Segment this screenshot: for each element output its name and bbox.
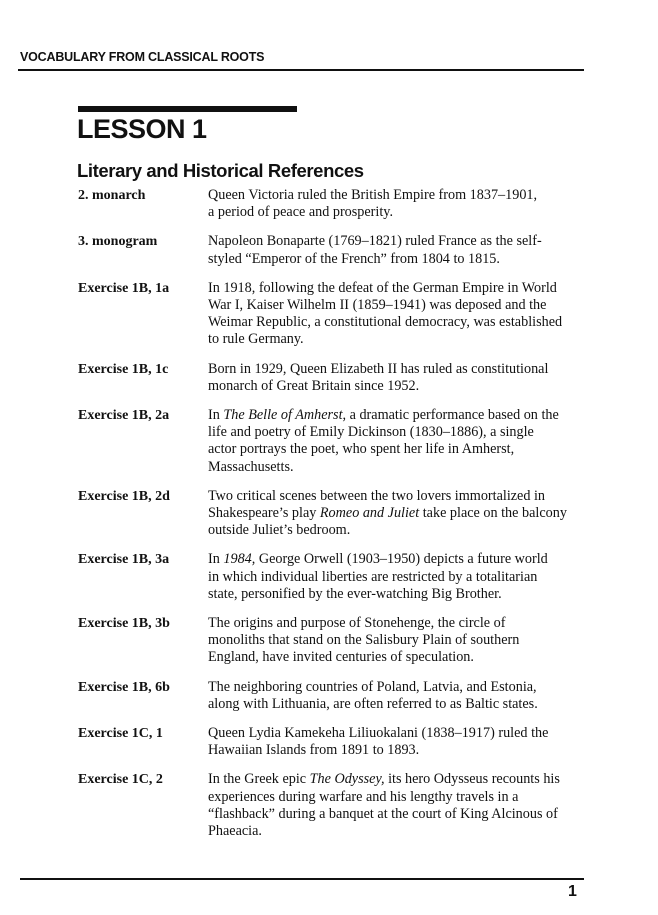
entry-line: The origins and purpose of Stonehenge, the circle of xyxy=(208,615,506,632)
reference-entry xyxy=(78,407,598,476)
entry-text-run: George Orwell (1903–1950) depicts a future world xyxy=(255,551,548,568)
reference-list xyxy=(78,187,598,852)
entry-line: styled “Emperor of the French” from 1804 to 1815. xyxy=(208,250,500,267)
entry-line: Two critical scenes between the two lovers immortalized in xyxy=(208,487,546,504)
entry-text-run: In the Greek epic xyxy=(208,771,310,788)
footer-rule xyxy=(20,878,584,880)
entry-term: Exercise 1B, 2d xyxy=(78,488,170,504)
page-number: 1 xyxy=(568,883,577,900)
entry-term: 2. monarch xyxy=(78,188,146,203)
work-title: The Odyssey, xyxy=(309,771,385,788)
entry-line xyxy=(208,505,598,522)
entry-term: Exercise 1C, 1 xyxy=(78,726,163,742)
reference-entry xyxy=(78,187,598,221)
entry-line: Queen Lydia Kamekeha Liliuokalani (1838–1917) ruled the xyxy=(208,725,549,742)
running-head: VOCABULARY FROM CLASSICAL ROOTS xyxy=(20,50,265,64)
entry-line: Hawaiian Islands from 1891 to 1893. xyxy=(208,742,420,759)
entry-line: The neighboring countries of Poland, Latvia, and Estonia, xyxy=(208,678,537,695)
lesson-title: LESSON 1 xyxy=(77,114,207,144)
entry-line: Napoleon Bonaparte (1769–1821) ruled France as the self- xyxy=(208,233,542,250)
entry-line: to rule Germany. xyxy=(208,331,304,348)
entry-text-run: In xyxy=(208,551,224,568)
entry-term: Exercise 1B, 3b xyxy=(78,616,170,632)
entry-line: England, have invited centuries of speculation. xyxy=(208,649,474,666)
entry-line: experiences during warfare and his lengthy travels in a xyxy=(208,788,519,805)
entry-line: actor portrays the poet, who spent her life in Amherst, xyxy=(208,441,515,458)
entry-text xyxy=(208,725,598,759)
entry-line: a period of peace and prosperity. xyxy=(208,204,394,221)
reference-entry xyxy=(78,280,598,349)
entry-text-run: take place on the balcony xyxy=(419,505,567,522)
entry-term: 3. monogram xyxy=(78,234,158,250)
entry-text xyxy=(208,679,598,713)
entry-term: Exercise 1B, 1c xyxy=(78,361,169,377)
reference-entry xyxy=(78,233,598,267)
work-title: 1984, xyxy=(223,551,256,568)
entry-line: Massachusetts. xyxy=(208,458,294,475)
entry-text-run: a dramatic performance based on the xyxy=(346,407,559,424)
entry-term: Exercise 1B, 6b xyxy=(78,679,170,695)
reference-entry xyxy=(78,725,598,759)
reference-entry xyxy=(78,615,598,667)
entry-text xyxy=(208,187,598,221)
entry-text xyxy=(208,407,598,476)
entry-term: Exercise 1B, 3a xyxy=(78,552,170,568)
entry-line: Born in 1929, Queen Elizabeth II has ruled as constitutional xyxy=(208,360,549,377)
entry-line: Weimar Republic, a constitutional democracy, was established xyxy=(208,314,563,331)
entry-line: In 1918, following the defeat of the German Empire in World xyxy=(208,279,557,296)
entry-term: Exercise 1B, 2a xyxy=(78,408,170,424)
entry-text xyxy=(208,771,598,840)
entry-line xyxy=(208,771,598,788)
header-rule xyxy=(18,69,584,71)
section-title: Literary and Historical References xyxy=(77,160,364,181)
entry-text xyxy=(208,233,598,267)
entry-text-run: its hero Odysseus recounts his xyxy=(384,771,560,788)
reference-entry xyxy=(78,679,598,713)
entry-line: Queen Victoria ruled the British Empire from 1837–1901, xyxy=(208,187,538,203)
reference-entry xyxy=(78,361,598,395)
reference-entry xyxy=(78,551,598,603)
entry-line: life and poetry of Emily Dickinson (1830–1886), a single xyxy=(208,424,534,441)
entry-line: Phaeacia. xyxy=(208,823,262,840)
work-title: Romeo and Juliet xyxy=(319,505,420,522)
entry-line xyxy=(208,407,598,424)
entry-text xyxy=(208,361,598,395)
entry-line: War I, Kaiser Wilhelm II (1859–1941) was deposed and the xyxy=(208,297,547,314)
entry-line: along with Lithuania, are often referred to as Baltic states. xyxy=(208,695,538,712)
reference-entry xyxy=(78,771,598,840)
entry-text-run: Shakespeare’s play xyxy=(208,505,320,522)
work-title: The Belle of Amherst, xyxy=(223,407,347,424)
entry-text xyxy=(208,488,598,540)
entry-line: monoliths that stand on the Salisbury Plain of southern xyxy=(208,632,520,649)
entry-line xyxy=(208,551,598,568)
entry-line: state, personified by the ever-watching Big Brother. xyxy=(208,585,502,602)
entry-text xyxy=(208,280,598,349)
entry-line: in which individual liberties are restricted by a totalitarian xyxy=(208,568,538,585)
lesson-bar xyxy=(78,106,297,112)
entry-term: Exercise 1C, 2 xyxy=(78,772,163,788)
entry-text xyxy=(208,615,598,667)
entry-line: outside Juliet’s bedroom. xyxy=(208,522,351,539)
entry-line: monarch of Great Britain since 1952. xyxy=(208,377,420,394)
entry-term: Exercise 1B, 1a xyxy=(78,280,170,296)
entry-line: “flashback” during a banquet at the court of King Alcinous of xyxy=(208,805,558,822)
entry-text-run: In xyxy=(208,407,224,424)
reference-entry xyxy=(78,488,598,540)
entry-text xyxy=(208,551,598,603)
